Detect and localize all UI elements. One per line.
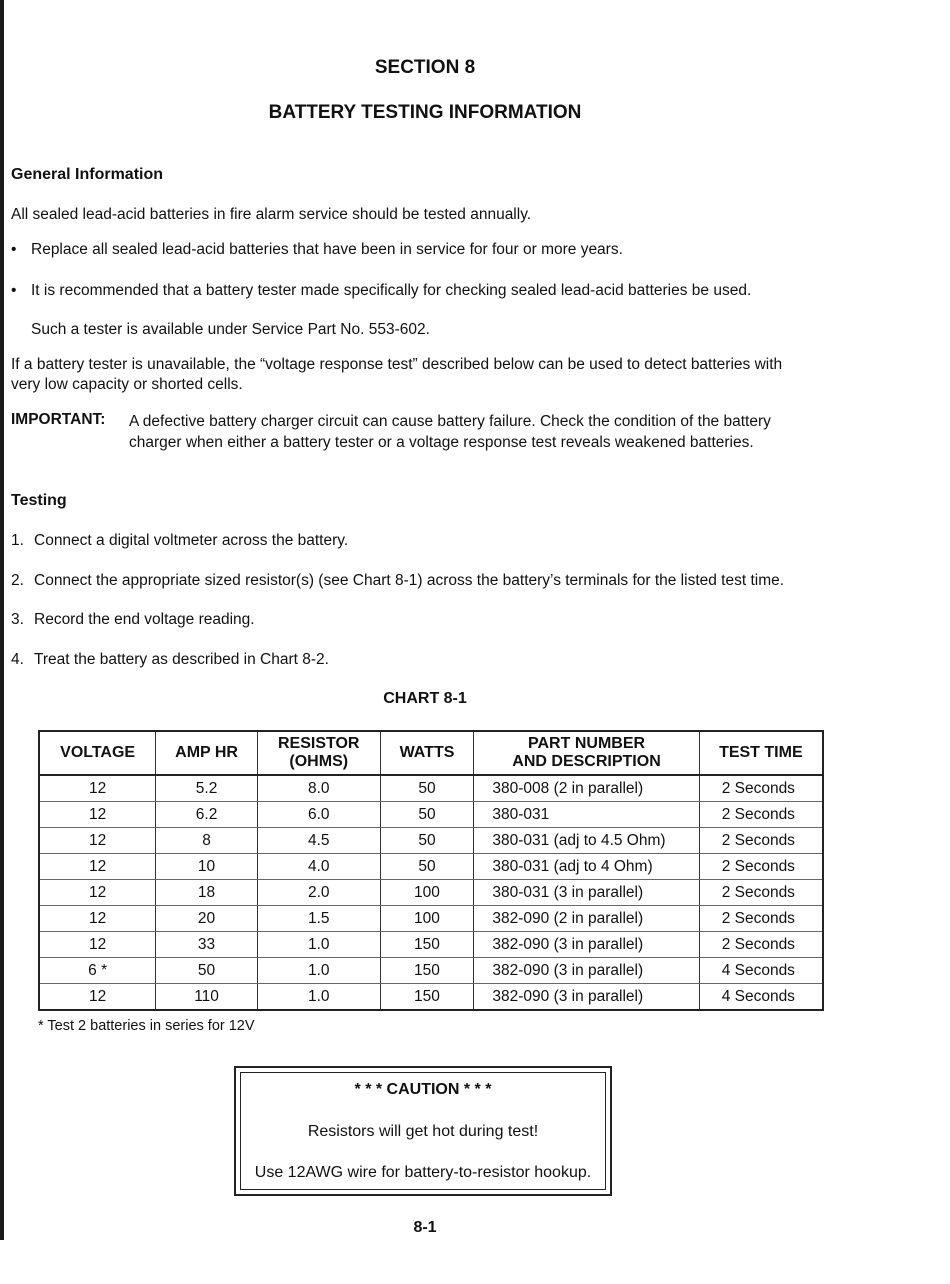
- cell-voltage: 12: [39, 828, 156, 854]
- chart-footnote: * Test 2 batteries in series for 12V: [38, 1018, 255, 1034]
- cell-amp-hr: 20: [156, 906, 258, 932]
- cell-ohms: 1.0: [257, 932, 380, 958]
- cell-voltage: 12: [39, 854, 156, 880]
- important-line2: charger when either a battery tester or a voltage response test reveals weakened batteries.: [129, 434, 754, 451]
- column-header-voltage: VOLTAGE: [39, 731, 156, 775]
- page-title: BATTERY TESTING INFORMATION: [268, 102, 582, 123]
- step-text: Connect the appropriate sized resistor(s) (see Chart 8-1) across the battery’s terminals for the listed test time.: [34, 572, 785, 589]
- cell-test-time: 2 Seconds: [699, 828, 823, 854]
- cell-ohms: 8.0: [257, 775, 380, 802]
- step-text: Treat the battery as described in Chart 8-2.: [34, 651, 329, 668]
- cell-test-time: 2 Seconds: [699, 854, 823, 880]
- cell-ohms: 1.5: [257, 906, 380, 932]
- testing-step: [11, 572, 784, 590]
- cell-watts: 150: [380, 984, 474, 1011]
- cell-part-description: 380-031 (3 in parallel): [474, 880, 699, 906]
- header-line: AND DESCRIPTION: [512, 753, 661, 770]
- cell-test-time: 4 Seconds: [699, 984, 823, 1011]
- column-header-watts: WATTS: [380, 731, 474, 775]
- caution-box: [234, 1066, 612, 1196]
- cell-voltage: 12: [39, 932, 156, 958]
- cell-amp-hr: 110: [156, 984, 258, 1011]
- caution-title: * * * CAUTION * * *: [354, 1081, 492, 1098]
- bullet-dot-icon: •: [11, 241, 17, 258]
- cell-amp-hr: 50: [156, 958, 258, 984]
- testing-heading: Testing: [11, 492, 67, 509]
- page-binding-edge: [0, 0, 4, 1240]
- table-row: [39, 932, 823, 958]
- cell-ohms: 4.5: [257, 828, 380, 854]
- cell-ohms: 6.0: [257, 802, 380, 828]
- cell-test-time: 2 Seconds: [699, 880, 823, 906]
- cell-voltage: 12: [39, 880, 156, 906]
- cell-watts: 150: [380, 932, 474, 958]
- bullet-text: Replace all sealed lead-acid batteries that have been in service for four or more years.: [31, 241, 623, 258]
- cell-watts: 100: [380, 906, 474, 932]
- cell-test-time: 2 Seconds: [699, 775, 823, 802]
- cell-test-time: 2 Seconds: [699, 932, 823, 958]
- tester-unavailable-line2: very low capacity or shorted cells.: [11, 376, 243, 393]
- cell-amp-hr: 33: [156, 932, 258, 958]
- cell-amp-hr: 5.2: [156, 775, 258, 802]
- general-information-heading: General Information: [11, 166, 164, 183]
- table-header-row: [39, 731, 823, 775]
- column-header-resistor: [257, 731, 380, 775]
- cell-voltage: 6 *: [39, 958, 156, 984]
- header-line: RESISTOR: [277, 735, 360, 752]
- general-intro: All sealed lead-acid batteries in fire alarm service should be tested annually.: [11, 206, 532, 223]
- cell-watts: 100: [380, 880, 474, 906]
- column-header-amp-hr: AMP HR: [156, 731, 258, 775]
- tester-part-note: Such a tester is available under Service Part No. 553-602.: [31, 321, 430, 338]
- bullet-text: It is recommended that a battery tester made specifically for checking sealed lead-acid batteries be used.: [31, 282, 752, 299]
- cell-watts: 50: [380, 802, 474, 828]
- cell-voltage: 12: [39, 984, 156, 1011]
- cell-ohms: 4.0: [257, 854, 380, 880]
- cell-part-description: 380-031: [474, 802, 699, 828]
- cell-watts: 50: [380, 775, 474, 802]
- cell-amp-hr: 8: [156, 828, 258, 854]
- column-header-part-number: [474, 731, 699, 775]
- bullet-item: [11, 281, 751, 301]
- important-line1: A defective battery charger circuit can cause battery failure. Check the condition of the battery: [129, 413, 771, 430]
- cell-test-time: 2 Seconds: [699, 906, 823, 932]
- cell-part-description: 382-090 (2 in parallel): [474, 906, 699, 932]
- testing-step: [11, 532, 348, 550]
- step-number: 4.: [11, 651, 24, 668]
- column-header-test-time: TEST TIME: [699, 731, 823, 775]
- caution-line-1: Resistors will get hot during test!: [307, 1123, 539, 1140]
- testing-step: [11, 651, 329, 669]
- cell-watts: 50: [380, 828, 474, 854]
- table-row: [39, 906, 823, 932]
- cell-ohms: 1.0: [257, 984, 380, 1011]
- table-body: [39, 775, 823, 1010]
- cell-test-time: 4 Seconds: [699, 958, 823, 984]
- step-number: 3.: [11, 611, 24, 628]
- tester-unavailable-line1: If a battery tester is unavailable, the “voltage response test” described below can be used to detect batteries with: [11, 356, 783, 373]
- step-text: Record the end voltage reading.: [34, 611, 255, 628]
- page-number: 8-1: [413, 1219, 437, 1236]
- chart-title: CHART 8-1: [383, 690, 467, 707]
- cell-amp-hr: 18: [156, 880, 258, 906]
- cell-part-description: 382-090 (3 in parallel): [474, 932, 699, 958]
- cell-ohms: 1.0: [257, 958, 380, 984]
- cell-part-description: 380-031 (adj to 4.5 Ohm): [474, 828, 699, 854]
- cell-part-description: 382-090 (3 in parallel): [474, 958, 699, 984]
- table-row: [39, 958, 823, 984]
- table-row: [39, 984, 823, 1011]
- table-row: [39, 828, 823, 854]
- cell-ohms: 2.0: [257, 880, 380, 906]
- header-line: (OHMS): [289, 753, 349, 770]
- cell-voltage: 12: [39, 802, 156, 828]
- header-line: PART NUMBER: [528, 735, 646, 752]
- caution-line-2: Use 12AWG wire for battery-to-resistor hookup.: [254, 1164, 592, 1181]
- cell-part-description: 380-031 (adj to 4 Ohm): [474, 854, 699, 880]
- table-row: [39, 880, 823, 906]
- cell-amp-hr: 10: [156, 854, 258, 880]
- cell-test-time: 2 Seconds: [699, 802, 823, 828]
- table-row: [39, 802, 823, 828]
- cell-voltage: 12: [39, 906, 156, 932]
- cell-watts: 50: [380, 854, 474, 880]
- step-number: 1.: [11, 532, 24, 549]
- caution-box-inner: [240, 1072, 606, 1190]
- cell-part-description: 380-008 (2 in parallel): [474, 775, 699, 802]
- resistor-chart-table: [38, 730, 824, 1011]
- table-row: [39, 854, 823, 880]
- cell-part-description: 382-090 (3 in parallel): [474, 984, 699, 1011]
- bullet-item: [11, 240, 623, 260]
- step-text: Connect a digital voltmeter across the battery.: [34, 532, 349, 549]
- testing-step: [11, 611, 255, 629]
- cell-amp-hr: 6.2: [156, 802, 258, 828]
- table-row: [39, 775, 823, 802]
- cell-voltage: 12: [39, 775, 156, 802]
- section-number: SECTION 8: [374, 57, 476, 78]
- important-label: IMPORTANT:: [11, 411, 106, 428]
- bullet-dot-icon: •: [11, 282, 17, 299]
- cell-watts: 150: [380, 958, 474, 984]
- step-number: 2.: [11, 572, 24, 589]
